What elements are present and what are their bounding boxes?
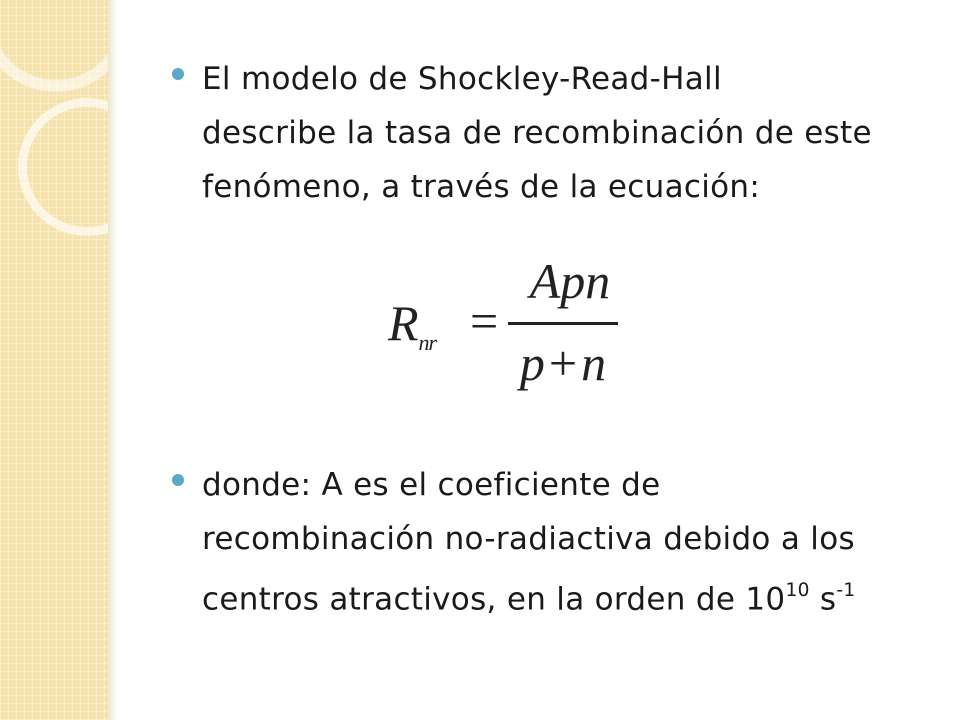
formula-den-op: + xyxy=(548,335,578,391)
formula-lhs xyxy=(388,294,437,355)
decorative-ring xyxy=(18,98,108,236)
text-line: El modelo de Shockley-Read-Hall xyxy=(202,61,722,97)
formula-numerator: Apn xyxy=(529,253,611,309)
bullet-item-definition xyxy=(172,458,932,626)
formula-denominator xyxy=(506,334,620,392)
formula-den-left: p xyxy=(519,335,545,391)
bullet-text xyxy=(202,458,932,626)
recombination-formula xyxy=(384,250,624,400)
decorative-ring xyxy=(0,0,108,92)
formula-den-right: n xyxy=(581,335,607,391)
formula-lhs-symbol: R xyxy=(388,295,419,351)
bullet-text xyxy=(202,52,932,214)
unit: s xyxy=(809,581,837,618)
side-panel-edge xyxy=(108,0,118,720)
text-line: donde: A es el coeficiente de xyxy=(202,467,661,503)
text-line-prefix: centros atractivos, en la orden de 10 xyxy=(202,581,786,618)
formula-lhs-subscript: nr xyxy=(418,330,437,355)
formula-equals: = xyxy=(470,293,499,349)
bullet-item-model xyxy=(172,52,932,214)
text-line: describe la tasa de recombinación de este xyxy=(202,115,872,151)
unit-exponent: -1 xyxy=(836,580,856,602)
text-line: recombinación no-radiactiva debido a los xyxy=(202,521,855,557)
decorative-side-panel xyxy=(0,0,108,720)
text-line xyxy=(202,566,932,626)
text-line: fenómeno, a través de la ecuación: xyxy=(202,169,761,205)
bullet-dot-icon xyxy=(172,474,184,486)
bullet-dot-icon xyxy=(172,68,184,80)
exponent: 10 xyxy=(785,580,810,602)
formula-fraction-bar xyxy=(508,322,618,325)
